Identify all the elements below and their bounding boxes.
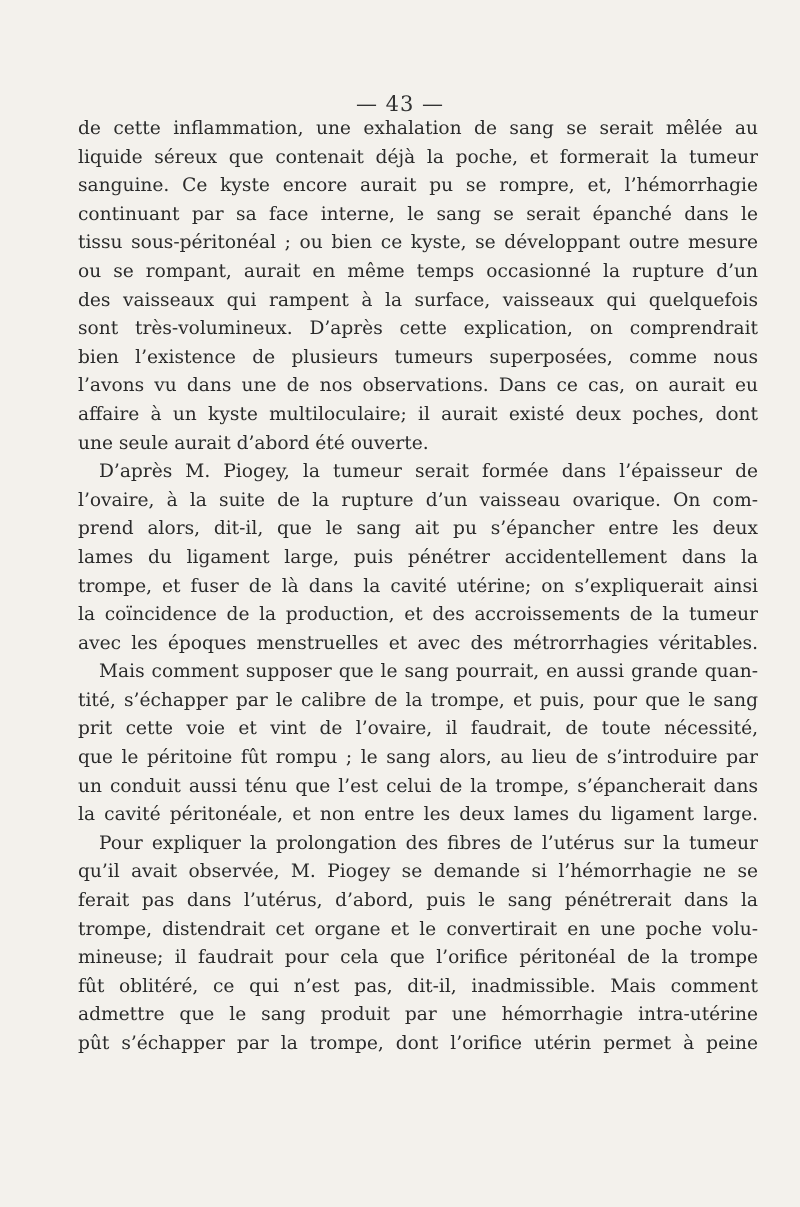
text-line: sont très-volumineux. D’après cette explication, on comprendrait <box>78 318 758 340</box>
text-line: admettre que le sang produit par une hémorrhagie intra-utérine <box>78 1004 758 1026</box>
text-line: affaire à un kyste multiloculaire; il aurait existé deux poches, dont <box>78 403 758 425</box>
text-line: qu’il avait observée, M. Piogey se demande si l’hémorrhagie ne se <box>78 861 758 883</box>
text-line: des vaisseaux qui rampent à la surface, vaisseaux qui quelquefois <box>78 289 758 311</box>
text-line: continuant par sa face interne, le sang se serait épanché dans le <box>78 203 758 225</box>
text-line: Pour expliquer la prolongation des fibres de l’utérus sur la tumeur <box>99 832 758 854</box>
body-text <box>78 115 758 1059</box>
text-line: sanguine. Ce kyste encore aurait pu se rompre, et, l’hémorrhagie <box>78 175 758 197</box>
text-line: l’ovaire, à la suite de la rupture d’un vaisseau ovarique. On com- <box>78 489 758 511</box>
text-line: mineuse; il faudrait pour cela que l’orifice péritonéal de la trompe <box>78 947 758 969</box>
text-line: tité, s’échapper par le calibre de la trompe, et puis, pour que le sang <box>78 689 758 711</box>
text-line: lames du ligament large, puis pénétrer accidentellement dans la <box>78 546 758 568</box>
text-line: que le péritoine fût rompu ; le sang alors, au lieu de s’introduire par <box>78 747 758 769</box>
text-line: liquide séreux que contenait déjà la poche, et formerait la tumeur <box>78 146 758 168</box>
text-line: la cavité péritonéale, et non entre les deux lames du ligament large. <box>78 804 758 826</box>
text-line: trompe, et fuser de là dans la cavité utérine; on s’expliquerait ainsi <box>78 575 758 597</box>
text-line: une seule aurait d’abord été ouverte. <box>78 432 429 454</box>
text-line: avec les époques menstruelles et avec des métrorrhagies véritables. <box>78 632 758 654</box>
text-line: de cette inflammation, une exhalation de sang se serait mêlée au <box>78 118 758 139</box>
text-line: bien l’existence de plusieurs tumeurs superposées, comme nous <box>78 346 758 368</box>
text-line: trompe, distendrait cet organe et le convertirait en une poche volu- <box>78 918 758 940</box>
text-line: D’après M. Piogey, la tumeur serait formée dans l’épaisseur de <box>99 461 758 483</box>
text-line: un conduit aussi ténu que l’est celui de la trompe, s’épancherait dans <box>78 775 758 797</box>
text-line: prit cette voie et vint de l’ovaire, il faudrait, de toute nécessité, <box>78 718 758 740</box>
text-line: prend alors, dit-il, que le sang ait pu s’épancher entre les deux <box>78 518 758 540</box>
text-line: l’avons vu dans une de nos observations. Dans ce cas, on aurait eu <box>78 375 758 397</box>
text-line: Mais comment supposer que le sang pourrait, en aussi grande quan- <box>99 661 758 683</box>
text-line: tissu sous-péritonéal ; ou bien ce kyste, se développant outre mesure <box>78 232 758 254</box>
text-line: ou se rompant, aurait en même temps occasionné la rupture d’un <box>78 260 758 282</box>
page-number: — 43 — <box>355 92 445 116</box>
text-line: pût s’échapper par la trompe, dont l’orifice utérin permet à peine <box>78 1033 758 1054</box>
text-line: ferait pas dans l’utérus, d’abord, puis le sang pénétrerait dans la <box>78 890 758 912</box>
text-line: la coïncidence de la production, et des accroissements de la tumeur <box>78 604 758 626</box>
text-line: fût oblitéré, ce qui n’est pas, dit-il, inadmissible. Mais comment <box>78 975 758 997</box>
